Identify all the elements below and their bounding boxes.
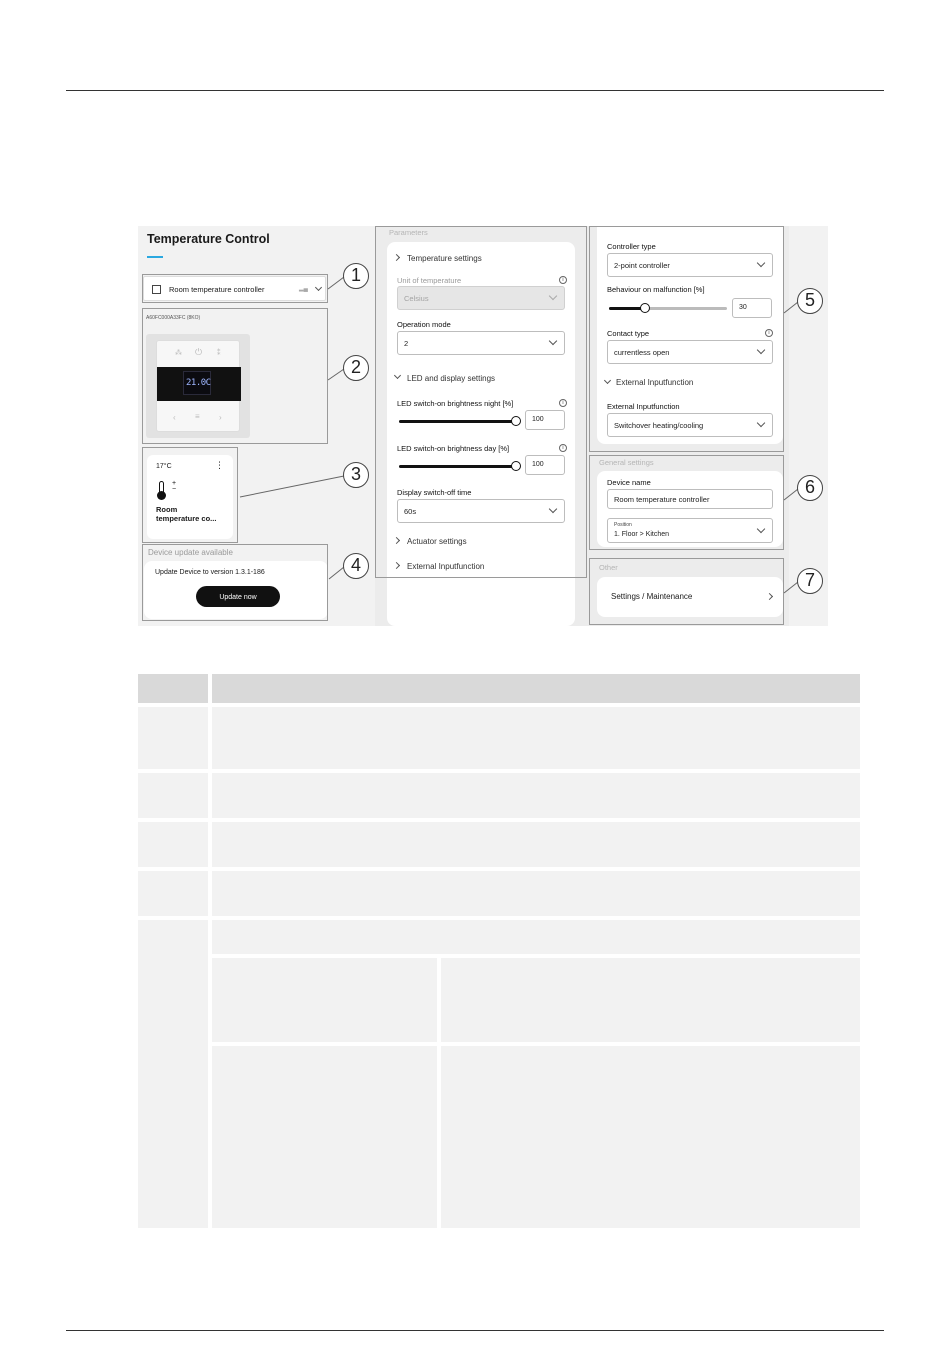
other-header: Other (599, 563, 618, 572)
brightness-night-label: LED switch-on brightness night [%] (397, 399, 514, 408)
callout-7: 7 (797, 568, 823, 594)
device-id: A60FC000A33FC (8KO) (146, 315, 201, 321)
left-arrow-icon: ‹ (173, 413, 176, 422)
info-icon[interactable]: i (559, 276, 567, 284)
parameters-header: Parameters (389, 228, 428, 237)
table-row-3-description (212, 822, 860, 867)
signal-icon: ▂▄ (299, 286, 308, 292)
tile-temperature: 17°C (156, 463, 172, 470)
table-header-description (212, 674, 860, 703)
position-value: 1. Floor > Kitchen (614, 531, 670, 538)
bottom-rule (66, 1330, 884, 1331)
page-title: Temperature Control (147, 232, 270, 246)
device-name-value: Room temperature controller (614, 495, 710, 504)
callout-5: 5 (797, 288, 823, 314)
update-text: Update Device to version 1.3.1-186 (155, 569, 265, 576)
controller-type-label: Controller type (607, 242, 656, 251)
table-subrow-2-text (441, 1046, 860, 1228)
tile-name-2: temperature co... (156, 514, 217, 523)
thermometer-icon: + − (156, 481, 170, 501)
device-name-label: Device name (607, 478, 651, 487)
table-row-3-number (138, 822, 208, 867)
power-icon: ⏻ (195, 347, 203, 357)
table-row-2-number (138, 773, 208, 818)
external-value: Switchover heating/cooling (614, 421, 704, 430)
malfunction-label: Behaviour on malfunction [%] (607, 285, 705, 294)
table-row-1-description (212, 707, 860, 769)
menu-icon: ≡ (195, 412, 200, 421)
unit-label: Unit of temperature (397, 276, 462, 285)
callout-1: 1 (343, 263, 369, 289)
brightness-night-input[interactable]: 100 (525, 410, 565, 430)
table-row-4-description (212, 871, 860, 916)
callout-lines (0, 0, 950, 660)
unit-value: Celsius (404, 294, 429, 303)
switch-off-label: Display switch-off time (397, 488, 472, 497)
table-subrow-2-term (212, 1046, 437, 1228)
contact-type-value: currentless open (614, 348, 670, 357)
external-section-heading[interactable]: External Inputfunction (616, 378, 694, 387)
malfunction-input[interactable]: 30 (732, 298, 772, 318)
controller-type-value: 2-point controller (614, 261, 670, 270)
contact-type-label: Contact type (607, 329, 650, 338)
settings-maintenance-label: Settings / Maintenance (611, 592, 693, 601)
right-arrow-icon: › (219, 413, 222, 422)
table-subrow-1-text (441, 958, 860, 1042)
thermo-icon: ⁑ (217, 350, 221, 357)
info-icon[interactable]: i (559, 399, 567, 407)
table-row-4-number (138, 871, 208, 916)
operation-mode-label: Operation mode (397, 320, 451, 329)
device-selector-label: Room temperature controller (169, 285, 265, 294)
external-inputfunction-heading[interactable]: External Inputfunction (407, 562, 485, 571)
display-reading: 21.0C (186, 378, 211, 388)
general-settings-header: General settings (599, 458, 654, 467)
table-header-number (138, 674, 208, 703)
tile-name-1: Room (156, 505, 178, 514)
update-header: Device update available (148, 548, 233, 557)
operation-mode-value: 2 (404, 339, 409, 348)
external-label: External Inputfunction (607, 402, 680, 411)
table-row-1-number (138, 707, 208, 769)
callout-2: 2 (343, 355, 369, 381)
table-row-5-description (212, 920, 860, 954)
info-icon[interactable]: i (765, 329, 773, 337)
table-subrow-1-term (212, 958, 437, 1042)
temperature-settings-heading[interactable]: Temperature settings (407, 254, 482, 263)
brightness-day-input[interactable]: 100 (525, 455, 565, 475)
droplet-icon: ⁂ (175, 350, 182, 357)
switch-off-value: 60s (404, 507, 417, 516)
brightness-day-label: LED switch-on brightness day [%] (397, 444, 510, 453)
callout-3: 3 (343, 462, 369, 488)
callout-4: 4 (343, 553, 369, 579)
table-row-2-description (212, 773, 860, 818)
position-label: Position (614, 522, 632, 528)
more-icon[interactable]: ⋮ (215, 460, 224, 470)
info-icon[interactable]: i (559, 444, 567, 452)
actuator-settings-heading[interactable]: Actuator settings (407, 537, 467, 546)
table-row-5-number (138, 920, 208, 1228)
led-settings-heading[interactable]: LED and display settings (407, 374, 496, 383)
update-now-label: Update now (219, 594, 257, 601)
callout-6: 6 (797, 475, 823, 501)
